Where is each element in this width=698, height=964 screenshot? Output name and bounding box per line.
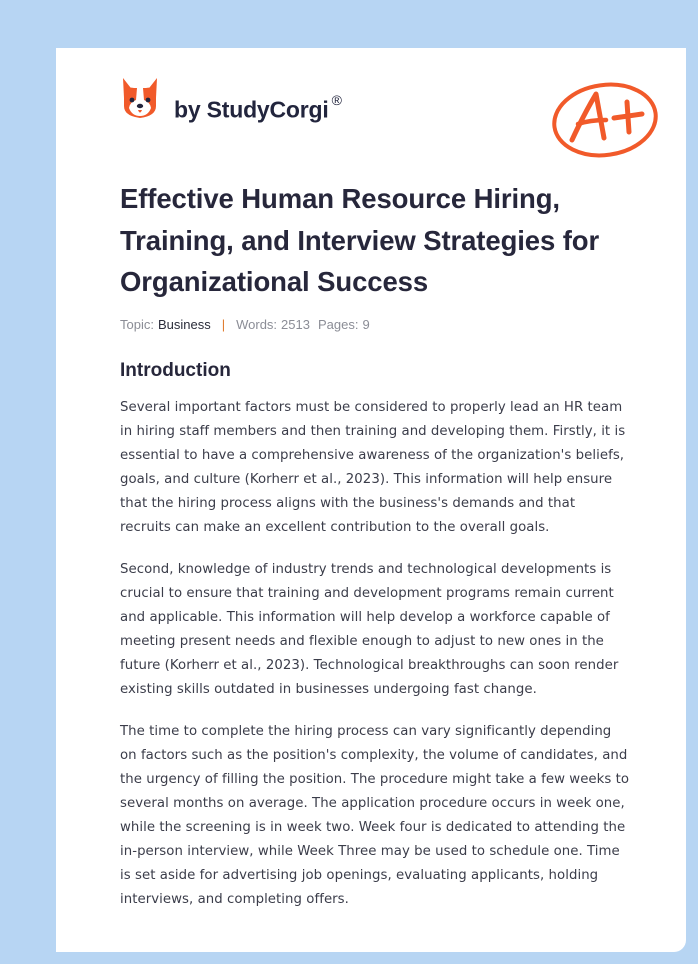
pages-value: 9 xyxy=(362,316,370,332)
topic-link[interactable]: Business xyxy=(157,316,211,332)
pages-label: Pages: xyxy=(317,316,359,332)
paragraph-1: Several important factors must be considered to properly lead an HR team in hiring staff members and then training and developing them. Firstly, it is essential to have a comprehensive awareness of the organization's beliefs, goals, and culture (Korherr et al., 2023). This information will help ensure that the hiring process aligns with the business's demands and that recruits can make an excellent contribution to the overall goals. xyxy=(120,399,626,535)
section-heading: Introduction xyxy=(120,359,231,381)
paragraph-3: The time to complete the hiring process can vary significantly depending on factors such as the position's complexity, the volume of candidates, and the urgency of filling the position. The procedure might take a few weeks to several months on average. The application procedure occurs in week one, while the screening is in week two. Week four is dedicated to attending the in-person interview, while Week Three may be used to schedule one. Time is set aside for advertising job openings, evaluating applicants, holding interviews, and completing offers. xyxy=(120,723,630,907)
topic-label: Topic: xyxy=(120,316,154,332)
essay-content xyxy=(120,178,630,912)
corgi-logo-icon xyxy=(120,76,160,120)
grade-badge xyxy=(550,80,660,164)
paragraph-2: Second, knowledge of industry trends and technological developments is crucial to ensure that training and development programs remain current and applicable. This information will help develop a workforce capable of meeting present needs and flexible enough to adjust to new ones in the future (Korherr et al., 2023). Technological breakthroughs can soon render existing skills outdated in businesses undergoing fast change. xyxy=(120,561,619,697)
essay-page xyxy=(56,48,686,952)
page-header xyxy=(120,76,660,156)
a-plus-grade-icon xyxy=(550,80,660,160)
meta-separator: | xyxy=(221,316,226,332)
studycorgi-logo[interactable] xyxy=(120,76,160,120)
brand-name xyxy=(174,92,342,124)
registered-mark: ® xyxy=(331,92,342,108)
essay-meta xyxy=(120,317,630,332)
brand-text: by StudyCorgi xyxy=(174,96,329,123)
words-label: Words: xyxy=(236,316,278,332)
words-value: 2513 xyxy=(281,316,310,332)
essay-title: Effective Human Resource Hiring, Training, and Interview Strategies for Organizational Success xyxy=(120,183,600,297)
